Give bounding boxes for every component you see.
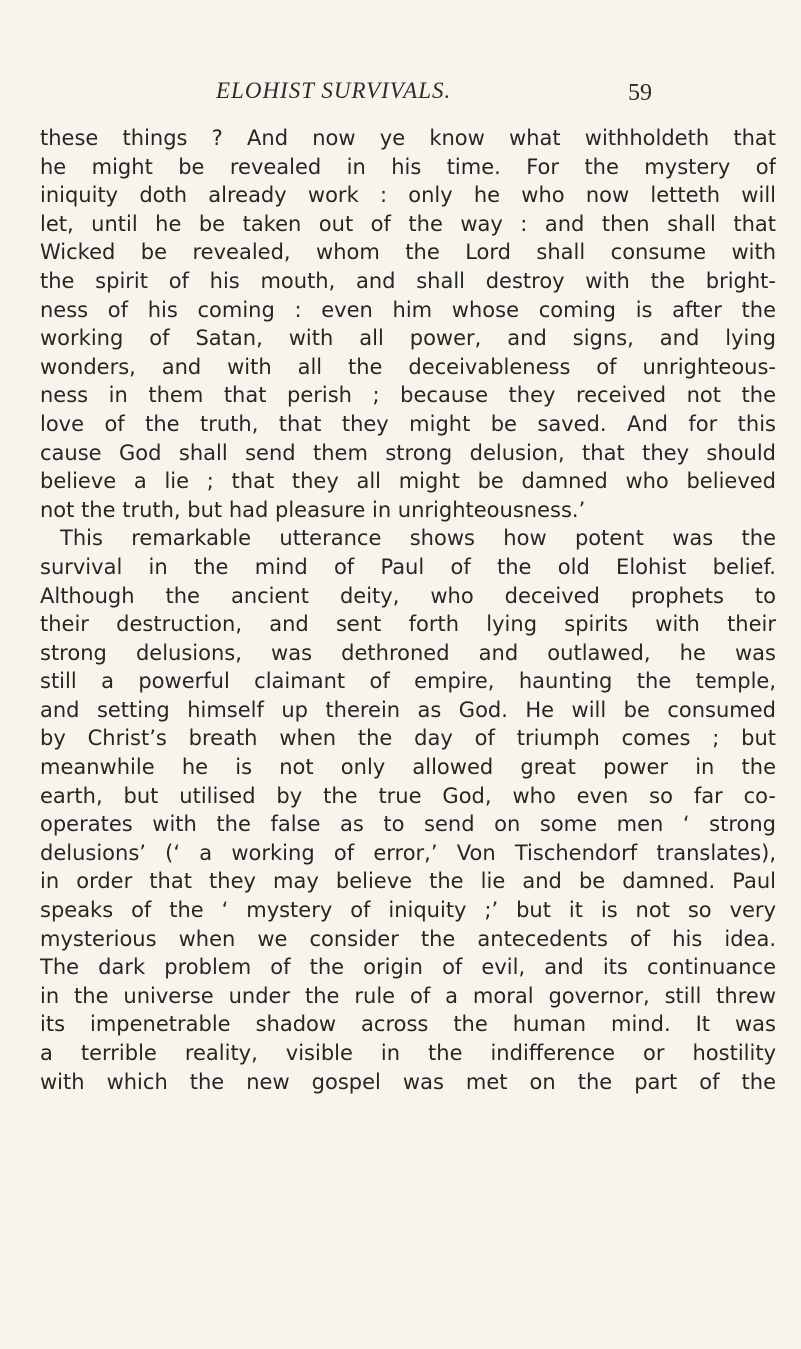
text-line: let, until he be taken out of the way : and then shall that [40, 211, 776, 236]
text-line: and setting himself up therein as God. He will be consumed [40, 697, 776, 722]
text-line: their destruction, and sent forth lying spirits with their [40, 612, 776, 637]
text-line: cause God shall send them strong delusion, that they should [40, 440, 776, 465]
page-number: 59 [628, 80, 652, 106]
text-line: he might be revealed in his time. For the mystery of [40, 154, 776, 179]
text-line: love of the truth, that they might be saved. And for this [40, 411, 776, 436]
text-line: the spirit of his mouth, and shall destroy with the bright- [40, 268, 776, 293]
text-line: its impenetrable shadow across the human mind. It was [40, 1012, 776, 1037]
text-line: operates with the false as to send on some men ‘ strong [40, 812, 776, 837]
text-line: meanwhile he is not only allowed great power in the [40, 755, 776, 780]
text-line: still a powerful claimant of empire, haunting the temple, [40, 669, 776, 694]
text-line: earth, but utilised by the true God, who even so far co- [40, 783, 776, 808]
running-head: ELOHIST SURVIVALS. [216, 78, 452, 103]
text-line: with which the new gospel was met on the part of the [40, 1069, 776, 1094]
text-line: mysterious when we consider the antecedents of his idea. [40, 926, 776, 951]
text-line: in the universe under the rule of a moral governor, still threw [40, 983, 776, 1008]
text-line: iniquity doth already work : only he who now letteth will [40, 183, 776, 208]
text-line: these things ? And now ye know what withholdeth that [40, 126, 776, 150]
body-text [40, 124, 776, 1096]
text-line: strong delusions, was dethroned and outlawed, he was [40, 640, 776, 665]
text-line: believe a lie ; that they all might be damned who believed [40, 469, 776, 494]
text-line: ness in them that perish ; because they received not the [40, 383, 776, 408]
text-line: wonders, and with all the deceivableness of unrighteous- [40, 354, 776, 379]
text-line: speaks of the ‘ mystery of iniquity ;’ but it is not so very [40, 898, 776, 923]
text-line: by Christ’s breath when the day of triumph comes ; but [40, 726, 776, 751]
text-line: delusions’ (‘ a working of error,’ Von Tischendorf translates), [40, 840, 776, 865]
text-line: a terrible reality, visible in the indifference or hostility [40, 1041, 776, 1065]
text-line: Although the ancient deity, who deceived prophets to [40, 583, 776, 608]
text-line: working of Satan, with all power, and signs, and lying [40, 326, 776, 351]
text-line: Wicked be revealed, whom the Lord shall consume with [40, 240, 776, 265]
text-line: The dark problem of the origin of evil, and its continuance [40, 955, 776, 980]
page-header [0, 78, 801, 108]
text-line: in order that they may believe the lie and be damned. Paul [40, 869, 776, 894]
text-line: not the truth, but had pleasure in unrighteousness.’ [40, 497, 586, 522]
text-line: survival in the mind of Paul of the old Elohist belief. [40, 554, 776, 579]
paragraph-start-line: This remarkable utterance shows how potent was the [60, 526, 776, 551]
text-line: ness of his coming : even him whose coming is after the [40, 297, 776, 322]
